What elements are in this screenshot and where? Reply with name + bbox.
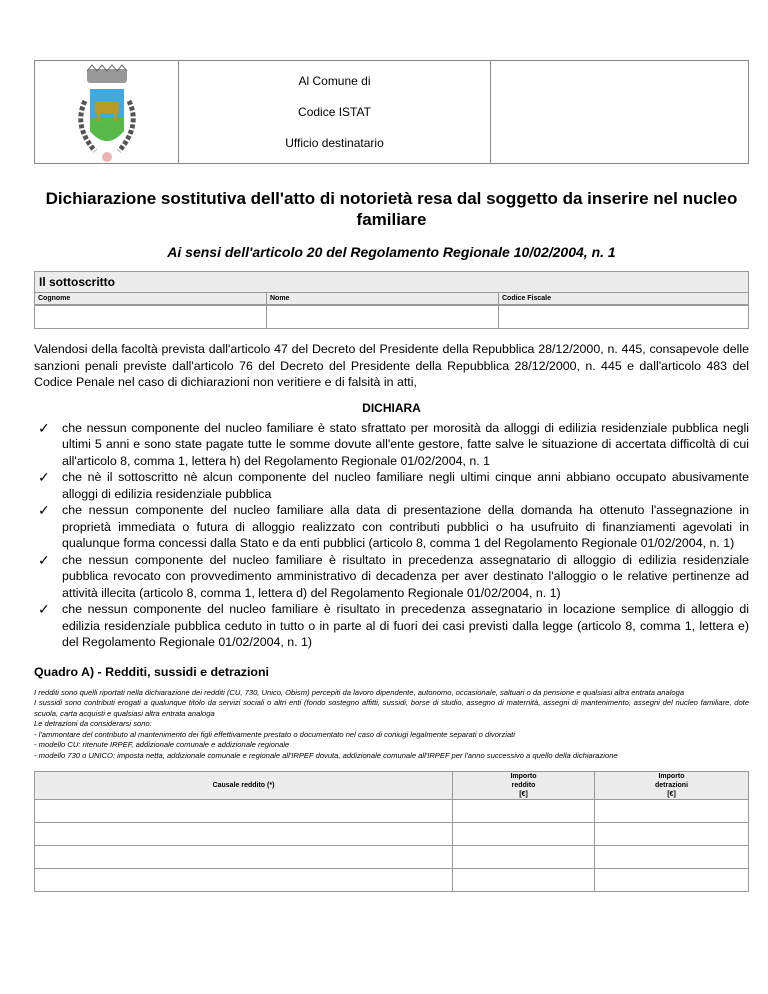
item-text: che nè il sottoscritto nè alcun componente del nucleo familiare negli ultimi cinque anni abbiano occupato abusivamente alloggi di edilizia residenziale pubblica — [62, 470, 749, 501]
cell[interactable] — [35, 800, 453, 823]
income-amount-header-line: [€] — [519, 791, 528, 798]
tax-code-label: Codice Fiscale — [502, 295, 552, 302]
income-amount-header-line: reddito — [511, 782, 536, 789]
income-table — [34, 771, 749, 892]
table-row — [35, 823, 749, 846]
declaration-list — [34, 420, 749, 651]
table-row — [35, 800, 749, 823]
coat-of-arms-logo — [35, 61, 179, 163]
office-label: Ufficio destinatario — [285, 136, 384, 151]
table-row — [35, 869, 749, 892]
intro-paragraph: Valendosi della facoltà prevista dall'articolo 47 del Decreto del Presidente della Repubblica 28/12/2000, n. 445, consapevole delle sanzioni penali previste dall'articolo 76 del Decreto del Presidente della Repubblica 28/12/2000, n. 445 e dall'articolo 483 del Codice Penale nel caso di dichiarazioni non veritiere e di falsità in atti, — [34, 342, 749, 389]
declares-heading: DICHIARA — [362, 400, 421, 415]
surname-field[interactable] — [35, 306, 267, 328]
cell[interactable] — [595, 800, 749, 823]
cell[interactable] — [35, 823, 453, 846]
checkbox-icon[interactable]: ✓ — [38, 419, 50, 436]
note: Le detrazioni da considerarsi sono: — [34, 719, 152, 728]
deductions-amount-header — [595, 772, 749, 800]
document-subtitle: Ai sensi dell'articolo 20 del Regolamento Regionale 10/02/2004, n. 1 — [167, 244, 616, 260]
cell[interactable] — [453, 823, 595, 846]
checkbox-icon[interactable]: ✓ — [38, 551, 50, 568]
checkbox-icon[interactable]: ✓ — [38, 601, 50, 617]
cell[interactable] — [453, 846, 595, 869]
cell[interactable] — [453, 800, 595, 823]
list-item — [34, 502, 749, 552]
cell[interactable] — [453, 869, 595, 892]
list-item — [34, 552, 749, 602]
cell[interactable] — [595, 846, 749, 869]
item-text: che nessun componente del nucleo familiare è risultato in precedenza assegnatario in locazione semplice di alloggio di edilizia residenziale pubblica ceduto in tutto o in parte al di fuori dei casi previsti dalla legge (articolo 8, comma 1, lettera e) del Regolamento Regionale 01/02/2004, n. 1) — [62, 602, 749, 649]
cell[interactable] — [595, 823, 749, 846]
name-label: Nome — [267, 293, 499, 304]
tax-code-field[interactable] — [499, 306, 748, 328]
name-field[interactable] — [267, 306, 499, 328]
deductions-amount-header-line: detrazioni — [654, 782, 689, 789]
list-item — [34, 601, 749, 651]
document-title: Dichiarazione sostitutiva dell'atto di notorietà resa dal soggetto da inserire nel nucleo familiare — [45, 189, 738, 229]
note: I redditi sono quelli riportati nella dichiarazione dei redditi (CU, 730, Unico, Obism) percepiti da lavoro dipendente, autonomo, occasionale, saltuari o da pensione e qualsiasi altra entrata analoga — [34, 687, 685, 697]
signatory-section — [34, 271, 749, 329]
cell[interactable] — [35, 846, 453, 869]
income-cause-header: Causale reddito (*) — [35, 772, 453, 800]
note: I sussidi sono contributi erogati a qualunque titolo da servizi sociali o altri enti (fondo sostegno affitti, sussidi, borse di studio, assegno di maternità, assegni di mantenimento, assegni del nucleo familiare, dote scuola, carta acquisti e qualsiasi altra entrata analoga — [34, 698, 749, 718]
list-item — [34, 420, 749, 470]
item-text: che nessun componente del nucleo familiare è stato sfrattato per morosità da alloggi di edilizia residenziale pubblica negli ultimi 5 anni e sono state pagate tutte le somme dovute all'ente gestore, fatte salve le situazione di accertata difficoltà di cui all'articolo 8, comma 1, lettera h) del Regolamento Regionale 01/02/2004, n. 1 — [62, 420, 749, 468]
cell[interactable] — [35, 869, 453, 892]
table-row — [35, 846, 749, 869]
income-amount-header — [453, 772, 595, 800]
note: - modello 730 o UNICO: imposta netta, addizionale comunale e regionale all'IRPEF dovuta, addizionale comunale all'IRPEF per l'anno successivo a quello della dichiarazione — [34, 750, 618, 760]
quadro-a-notes — [34, 688, 749, 762]
surname-label: Cognome — [35, 293, 267, 304]
quadro-a-heading: Quadro A) - Redditi, sussidi e detrazioni — [34, 664, 269, 679]
note: - modello CU: ritenute IRPEF, addizionale comunale e addizionale regionale — [34, 740, 290, 749]
header-table — [34, 60, 749, 164]
recipient-label: Al Comune di — [298, 73, 371, 88]
stamp-area — [491, 61, 748, 163]
checkbox-icon[interactable]: ✓ — [38, 502, 50, 518]
item-text: che nessun componente del nucleo familiare è risultato in precedenza assegnatario di alloggio di edilizia residenziale pubblica revocato con provvedimento amministrativo di decadenza per aver destinato l'alloggio o le relative pertinenze ad attività illecita (articolo 8, comma 1, lettera d) del Regolamento Regionale 01/02/2004, n. 1) — [62, 552, 749, 600]
item-text: che nessun componente del nucleo familiare alla data di presentazione della domanda ha ottenuto l'assegnazione in proprietà immediata o futura di alloggio realizzato con contributi pubblici o ha usufruito di finanziamenti agevolati in qualunque forma concessi dalla Stato e da enti pubblici (articolo 8, comma 1 del Regolamento Regionale 01/02/2004, n. 1) — [62, 503, 749, 550]
list-item — [34, 469, 749, 502]
istat-label: Codice ISTAT — [298, 104, 371, 119]
cell[interactable] — [595, 869, 749, 892]
deductions-amount-header-line: Importo — [658, 773, 685, 780]
deductions-amount-header-line: [€] — [667, 791, 676, 798]
document-page — [34, 0, 749, 912]
note: - l'ammontare del contributo al mantenimento dei figli effettivamente prestato o documentato nel caso di coniugi legalmente separati o divorziati — [34, 729, 515, 739]
checkbox-icon[interactable]: ✓ — [38, 469, 50, 485]
income-amount-header-line: Importo — [510, 773, 537, 780]
signatory-heading: Il sottoscritto — [35, 272, 748, 293]
